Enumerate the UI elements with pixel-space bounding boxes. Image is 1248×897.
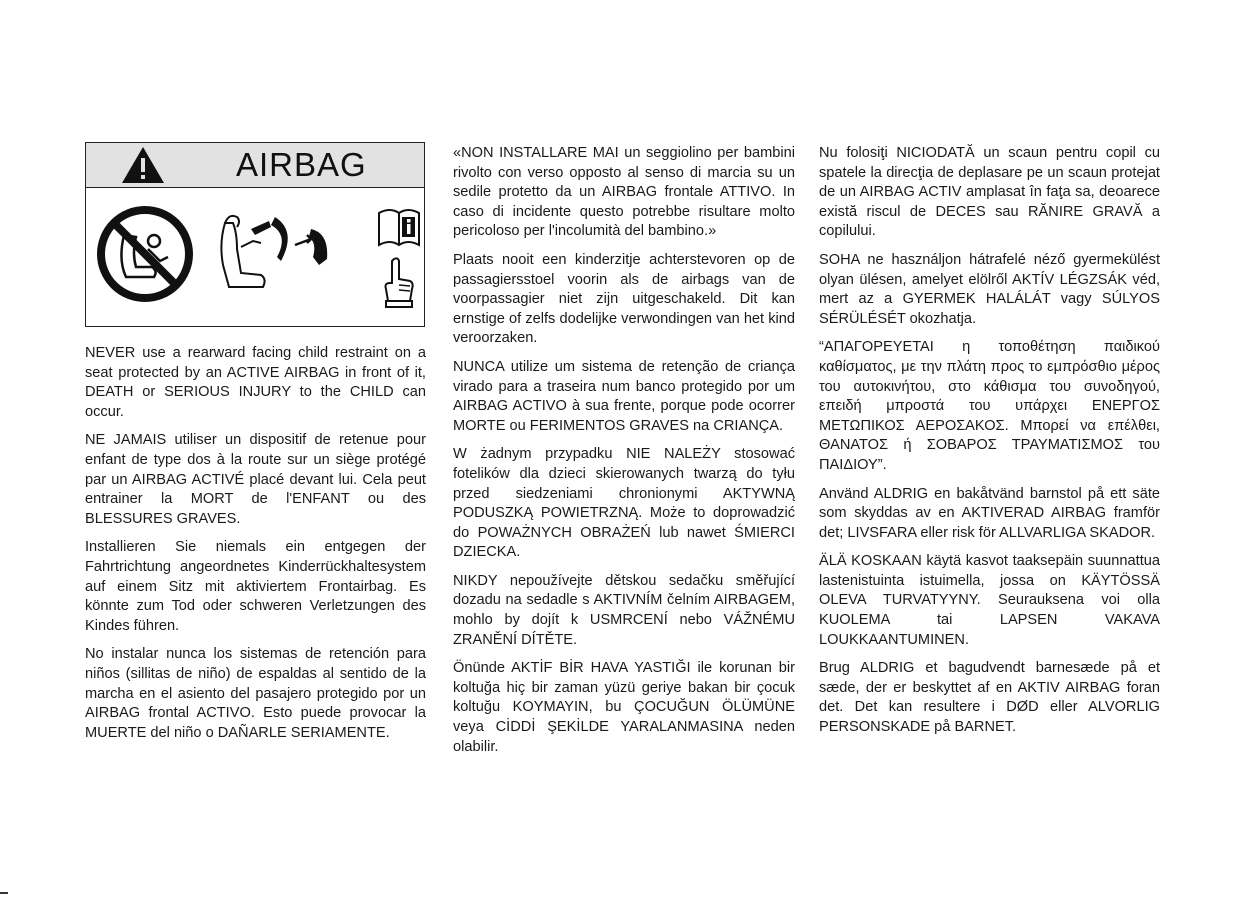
warning-polish: W żadnym przypadku NIE NALEŻY stosować fotelików dla dzieci skierowanych twarzą do tyłu przed siedzeniami chronionymi AKTYWNĄ PODUSZKĄ POWIETRZNĄ. Może to doprowadzić do POWAŻNYCH OBRAŻEŃ lub nawet ŚMIERCI DZIECKA.	[453, 446, 795, 561]
warning-french: NE JAMAIS utiliser un dispositif de retenue pour enfant de type dos à la route sur un siège protégé par un AIRBAG ACTIVÉ placé devant lui. Cela peut entrainer la MORT de l'ENFANT ou des BLESSURES GRAVES.	[85, 432, 426, 527]
warning-danish: Brug ALDRIG et bagudvendt barnesæde på et sæde, der er beskyttet af en AKTIV AIRBAG foran det. Det kan resultere i DØD eller ALVORLIG PERSONSKADE på BARNET.	[819, 660, 1160, 736]
no-rear-facing-child-seat-icon	[96, 205, 194, 303]
warning-italian: «NON INSTALLARE MAI un seggiolino per bambini rivolto con verso opposto al senso di marcia su un sedile protetto da un AIRBAG frontale ATTIVO. In caso di incidente questo potrebbe risultare molto pericoloso per l'incolumità del bambino.»	[453, 145, 795, 240]
warning-german: Installieren Sie niemals ein entgegen der Fahrtrichtung angeordnetes Kinderrückhaltesystem auf einem Sitz mit aktiviertem Frontairbag. Es könnte zum Tod oder schweren Verletzungen des Kindes führen.	[85, 539, 426, 634]
warning-hungarian: SOHA ne használjon hátrafelé néző gyermekülést olyan ülésen, amelyet elölről AKTÍV LÉGZSÁK véd, mert az a GYERMEK HALÁLÁT vagy SÚLYOS SÉRÜLÉSÉT okozhatja.	[819, 251, 1160, 327]
page-edge-mark	[0, 892, 8, 894]
warning-triangle-icon	[120, 145, 166, 185]
airbag-warning-label	[85, 142, 425, 327]
column-middle	[453, 144, 795, 757]
warning-czech: NIKDY nepoužívejte dětskou sedačku směřující dozadu na sedadle s AKTIVNÍM čelním AIRBAGEM, mohlo by dojít k USMRCENÍ nebo VÁŽNÉMU ZRANĚNÍ DÍTĚTE.	[453, 572, 795, 648]
finger-pointing-icon	[380, 255, 418, 309]
warning-romanian: Nu folosiţi NICIODATĂ un scaun pentru copil cu spatele la direcţia de deplasare pe un scaun protejat de un AIRBAG ACTIV amplasat în faţa sa, deoarece există riscul de DECES sau RĂNIRE GRAVĂ a copilului.	[819, 145, 1160, 240]
info-manual-icon	[376, 205, 422, 249]
warning-finnish: ÄLÄ KOSKAAN käytä kasvot taaksepäin suunnattua lastenistuinta istuimella, jossa on KÄYTÖSSÄ OLEVA TURVATYYNY. Seurauksena voi olla KUOLEMA tai LAPSEN VAKAVA LOUKKAANTUMINEN.	[819, 553, 1160, 648]
warning-greek: “ΑΠΑΓΟΡΕΥΕΤΑΙ η τοποθέτηση παιδικού καθίσματος, με την πλάτη προς το εμπρόσθιο μέρος του αυτοκινήτου, στο κάθισμα του συνοδηγού, επειδή μπροστά του υπάρχει ΕΝΕΡΓΟΣ ΜΕΤΩΠΙΚΟΣ ΑΕΡΟΣΑΚΟΣ. Μπορεί να επέλθει, ΘΑΝΑΤΟΣ ή ΣΟΒΑΡΟΣ ΤΡΑΥΜΑΤΙΣΜΟΣ του ΠΑΙΔΙΟΥ”.	[819, 339, 1160, 473]
column-right	[819, 144, 1160, 738]
warning-turkish: Önünde AKTİF BİR HAVA YASTIĞI ile korunan bir koltuğa hiç bir zaman yüzü geriye bakan bir çocuk koltuğu KOYMAYIN, bu ÇOCUĞUN ÖLÜMÜNE veya CİDDİ ŞEKİLDE YARALANMASINA neden olabilir.	[453, 660, 795, 755]
warning-portuguese: NUNCA utilize um sistema de retenção de criança virado para a traseira num banco protegido por um AIRBAG ACTIVO à sua frente, porque pode ocorrer MORTE ou FERIMENTOS GRAVES na CRIANÇA.	[453, 358, 795, 434]
label-header	[86, 143, 424, 188]
warning-spanish: No instalar nunca los sistemas de retención para niños (sillitas de niño) de espaldas al sentido de la marcha en el asiento del pasajero protegido por un AIRBAG frontal ACTIVO. Esto puede provocar la MUERTE del niño o DAÑARLE SERIAMENTE.	[85, 646, 426, 741]
warning-dutch: Plaats nooit een kinderzitje achterstevoren op de passagiersstoel voorin als de airbags van de voorpassagier niet zijn uitgeschakeld. Dit kan ernstige of zelfs dodelijke verwondingen van het kind veroorzaken.	[453, 251, 795, 347]
label-title: AIRBAG	[236, 146, 367, 183]
column-left	[85, 344, 426, 743]
airbag-deploy-seat-icon	[211, 203, 333, 293]
warning-swedish: Använd ALDRIG en bakåtvänd barnstol på ett säte som skyddas av en AKTIVERAD AIRBAG framför det; LIVSFARA eller risk för ALLVARLIGA SKADOR.	[819, 485, 1160, 541]
warning-english: NEVER use a rearward facing child restraint on a seat protected by an ACTIVE AIRBAG in front of it, DEATH or SERIOUS INJURY to the CHILD can occur.	[85, 345, 426, 420]
